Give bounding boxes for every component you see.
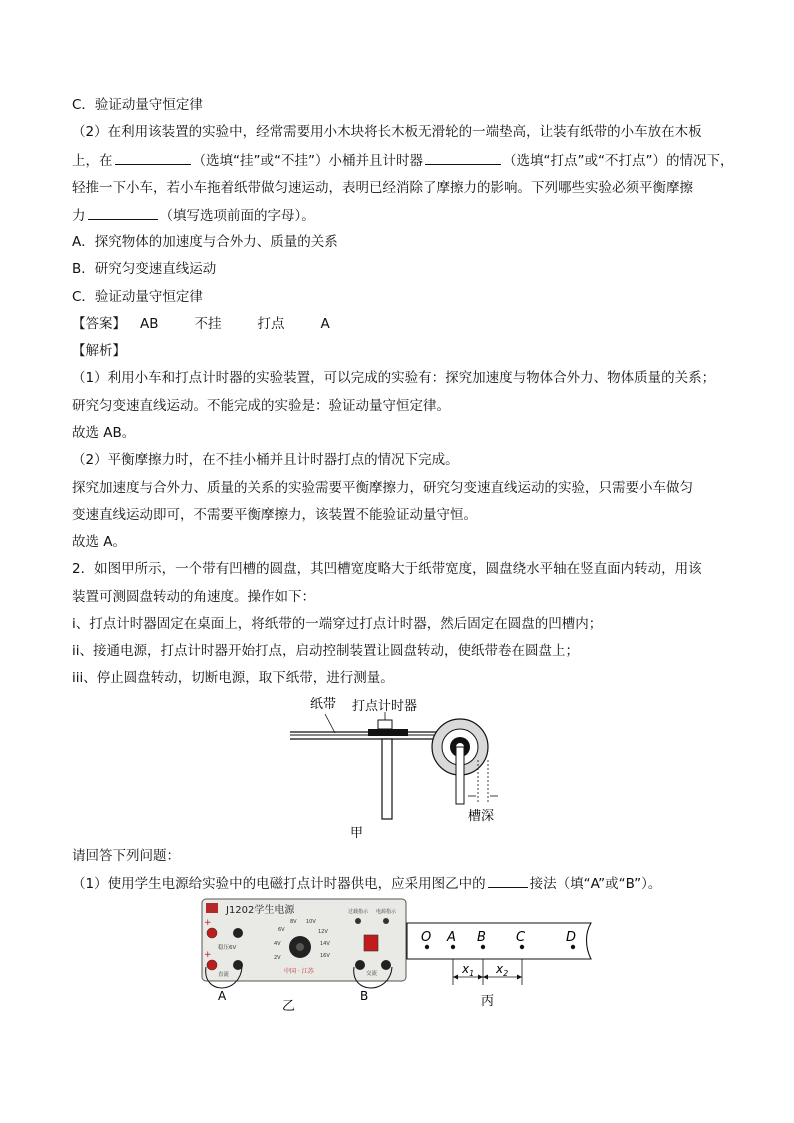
point-d: D (566, 930, 577, 945)
figure-jia (290, 692, 505, 842)
point-a: A (447, 930, 456, 945)
answer-3: 打点 (257, 316, 285, 332)
x2-subscript: 2 (503, 969, 509, 978)
caption-bing: 丙 (481, 994, 495, 1009)
connection-b-label: B (360, 989, 369, 1003)
q2-step-1: i、打点计时器固定在桌面上，将纸带的一端穿过打点计时器，然后固定在圆盘的凹槽内； (72, 616, 603, 632)
analysis-line-5: 探究加速度与合外力、质量的关系的实验需要平衡摩擦力，研究匀变速直线运动的实验，只需要小车做匀 (72, 480, 693, 496)
caption-jia: 甲 (350, 826, 364, 841)
answer-label: 【答案】 (72, 316, 126, 332)
option-a: A．探究物体的加速度与合外力、质量的关系 (72, 234, 338, 250)
x1-subscript: 1 (469, 969, 475, 978)
label-timer: 打点计时器 (352, 699, 418, 714)
x1-label: x (462, 962, 470, 976)
origin-label: 中国 · 江苏 (284, 968, 314, 975)
svg-text:x1 (461, 962, 474, 978)
volt-4: 4V (274, 941, 281, 947)
volt-16: 16V (320, 953, 330, 959)
q2-prompt: 请回答下列问题： (72, 848, 180, 864)
label-dc-6v: 稳压6V (218, 945, 237, 951)
lamp-overload-label: 过载指示 (348, 909, 369, 915)
lamp-power-label: 电源指示 (376, 909, 397, 915)
answer-line (72, 314, 366, 334)
volt-14: 14V (320, 941, 330, 947)
q2-step-2: ii、接通电源，打点计时器开始打点，启动控制装置让圆盘转动，使纸带卷在圆盘上； (72, 643, 580, 659)
analysis-label: 【解析】 (72, 343, 126, 359)
analysis-line-7: 故选 A。 (72, 534, 127, 550)
svg-text:+: + (204, 918, 212, 928)
option-c-line: C．验证动量守恒定律 (72, 97, 203, 113)
q2-stem-2: 装置可测圆盘转动的角速度。操作如下： (72, 589, 315, 605)
volt-8: 8V (290, 919, 297, 925)
text-seg: 接法（填“A”或“B”）。 (529, 876, 662, 892)
text-seg: 上，在 (72, 153, 113, 169)
option-c: C．验证动量守恒定律 (72, 289, 203, 305)
text-seg: （填写选项前面的字母）。 (159, 208, 315, 224)
figure-bing (405, 915, 597, 1013)
part2-line-2 (72, 150, 733, 171)
answer-2: 不挂 (194, 316, 222, 332)
part2-line-4 (72, 205, 315, 226)
label-ac: 交流 (366, 971, 378, 977)
volt-2: 2V (274, 955, 281, 961)
volt-6: 6V (278, 927, 285, 933)
caption-yi: 乙 (282, 999, 296, 1014)
label-groove-depth: 槽深 (468, 809, 495, 824)
option-b: B．研究匀变速直线运动 (72, 261, 217, 277)
supply-title: J1202学生电源 (226, 905, 295, 916)
volt-10: 10V (306, 919, 316, 925)
text-seg: 力 (72, 208, 86, 224)
point-c: C (516, 930, 526, 945)
part2-line-1: （2）在利用该装置的实验中，经常需要用小木块将长木板无滑轮的一端垫高，让装有纸带的小车放在木板 (72, 124, 702, 140)
figure-yi (200, 897, 410, 1015)
analysis-line-2: 研究匀变速直线运动。不能完成的实验是：验证动量守恒定律。 (72, 398, 450, 414)
svg-text:+: + (204, 950, 212, 960)
label-dc: 直流 (218, 972, 230, 978)
q2-step-3: iii、停止圆盘转动，切断电源，取下纸带，进行测量。 (72, 670, 394, 686)
point-b: B (477, 930, 486, 945)
answer-4: A (320, 316, 330, 332)
answer-blank (115, 150, 191, 165)
point-o: O (421, 930, 432, 945)
answer-blank (88, 205, 158, 220)
connection-a-label: A (218, 989, 227, 1003)
q2-sub1 (72, 873, 661, 894)
text-seg: （1）使用学生电源给实验中的电磁打点计时器供电，应采用图乙中的 (72, 876, 486, 892)
analysis-line-6: 变速直线运动即可，不需要平衡摩擦力，该装置不能验证动量守恒。 (72, 507, 477, 523)
x2-label: x (496, 962, 504, 976)
q2-stem-1: 2．如图甲所示，一个带有凹槽的圆盘，其凹槽宽度略大于纸带宽度，圆盘绕水平轴在竖直面内转动，用该 (72, 561, 702, 577)
volt-12: 12V (318, 929, 328, 935)
text-seg: （选填“打点”或“不打点”）的情况下， (502, 153, 734, 169)
analysis-line-1: （1）利用小车和打点计时器的实验装置，可以完成的实验有：探究加速度与物体合外力、物体质量的关系； (72, 370, 716, 386)
text-seg: （选填“挂”或“不挂”）小桶并且计时器 (192, 153, 423, 169)
svg-text:x2 (495, 962, 508, 978)
analysis-line-3: 故选 AB。 (72, 425, 136, 441)
label-tape: 纸带 (310, 697, 337, 712)
answer-blank (488, 873, 528, 888)
part2-line-3: 轻推一下小车，若小车拖着纸带做匀速运动，表明已经消除了摩擦力的影响。下列哪些实验必须平衡摩擦 (72, 180, 693, 196)
analysis-line-4: （2）平衡摩擦力时，在不挂小桶并且计时器打点的情况下完成。 (72, 452, 459, 468)
answer-blank (425, 150, 501, 165)
answer-1: AB (140, 316, 159, 332)
